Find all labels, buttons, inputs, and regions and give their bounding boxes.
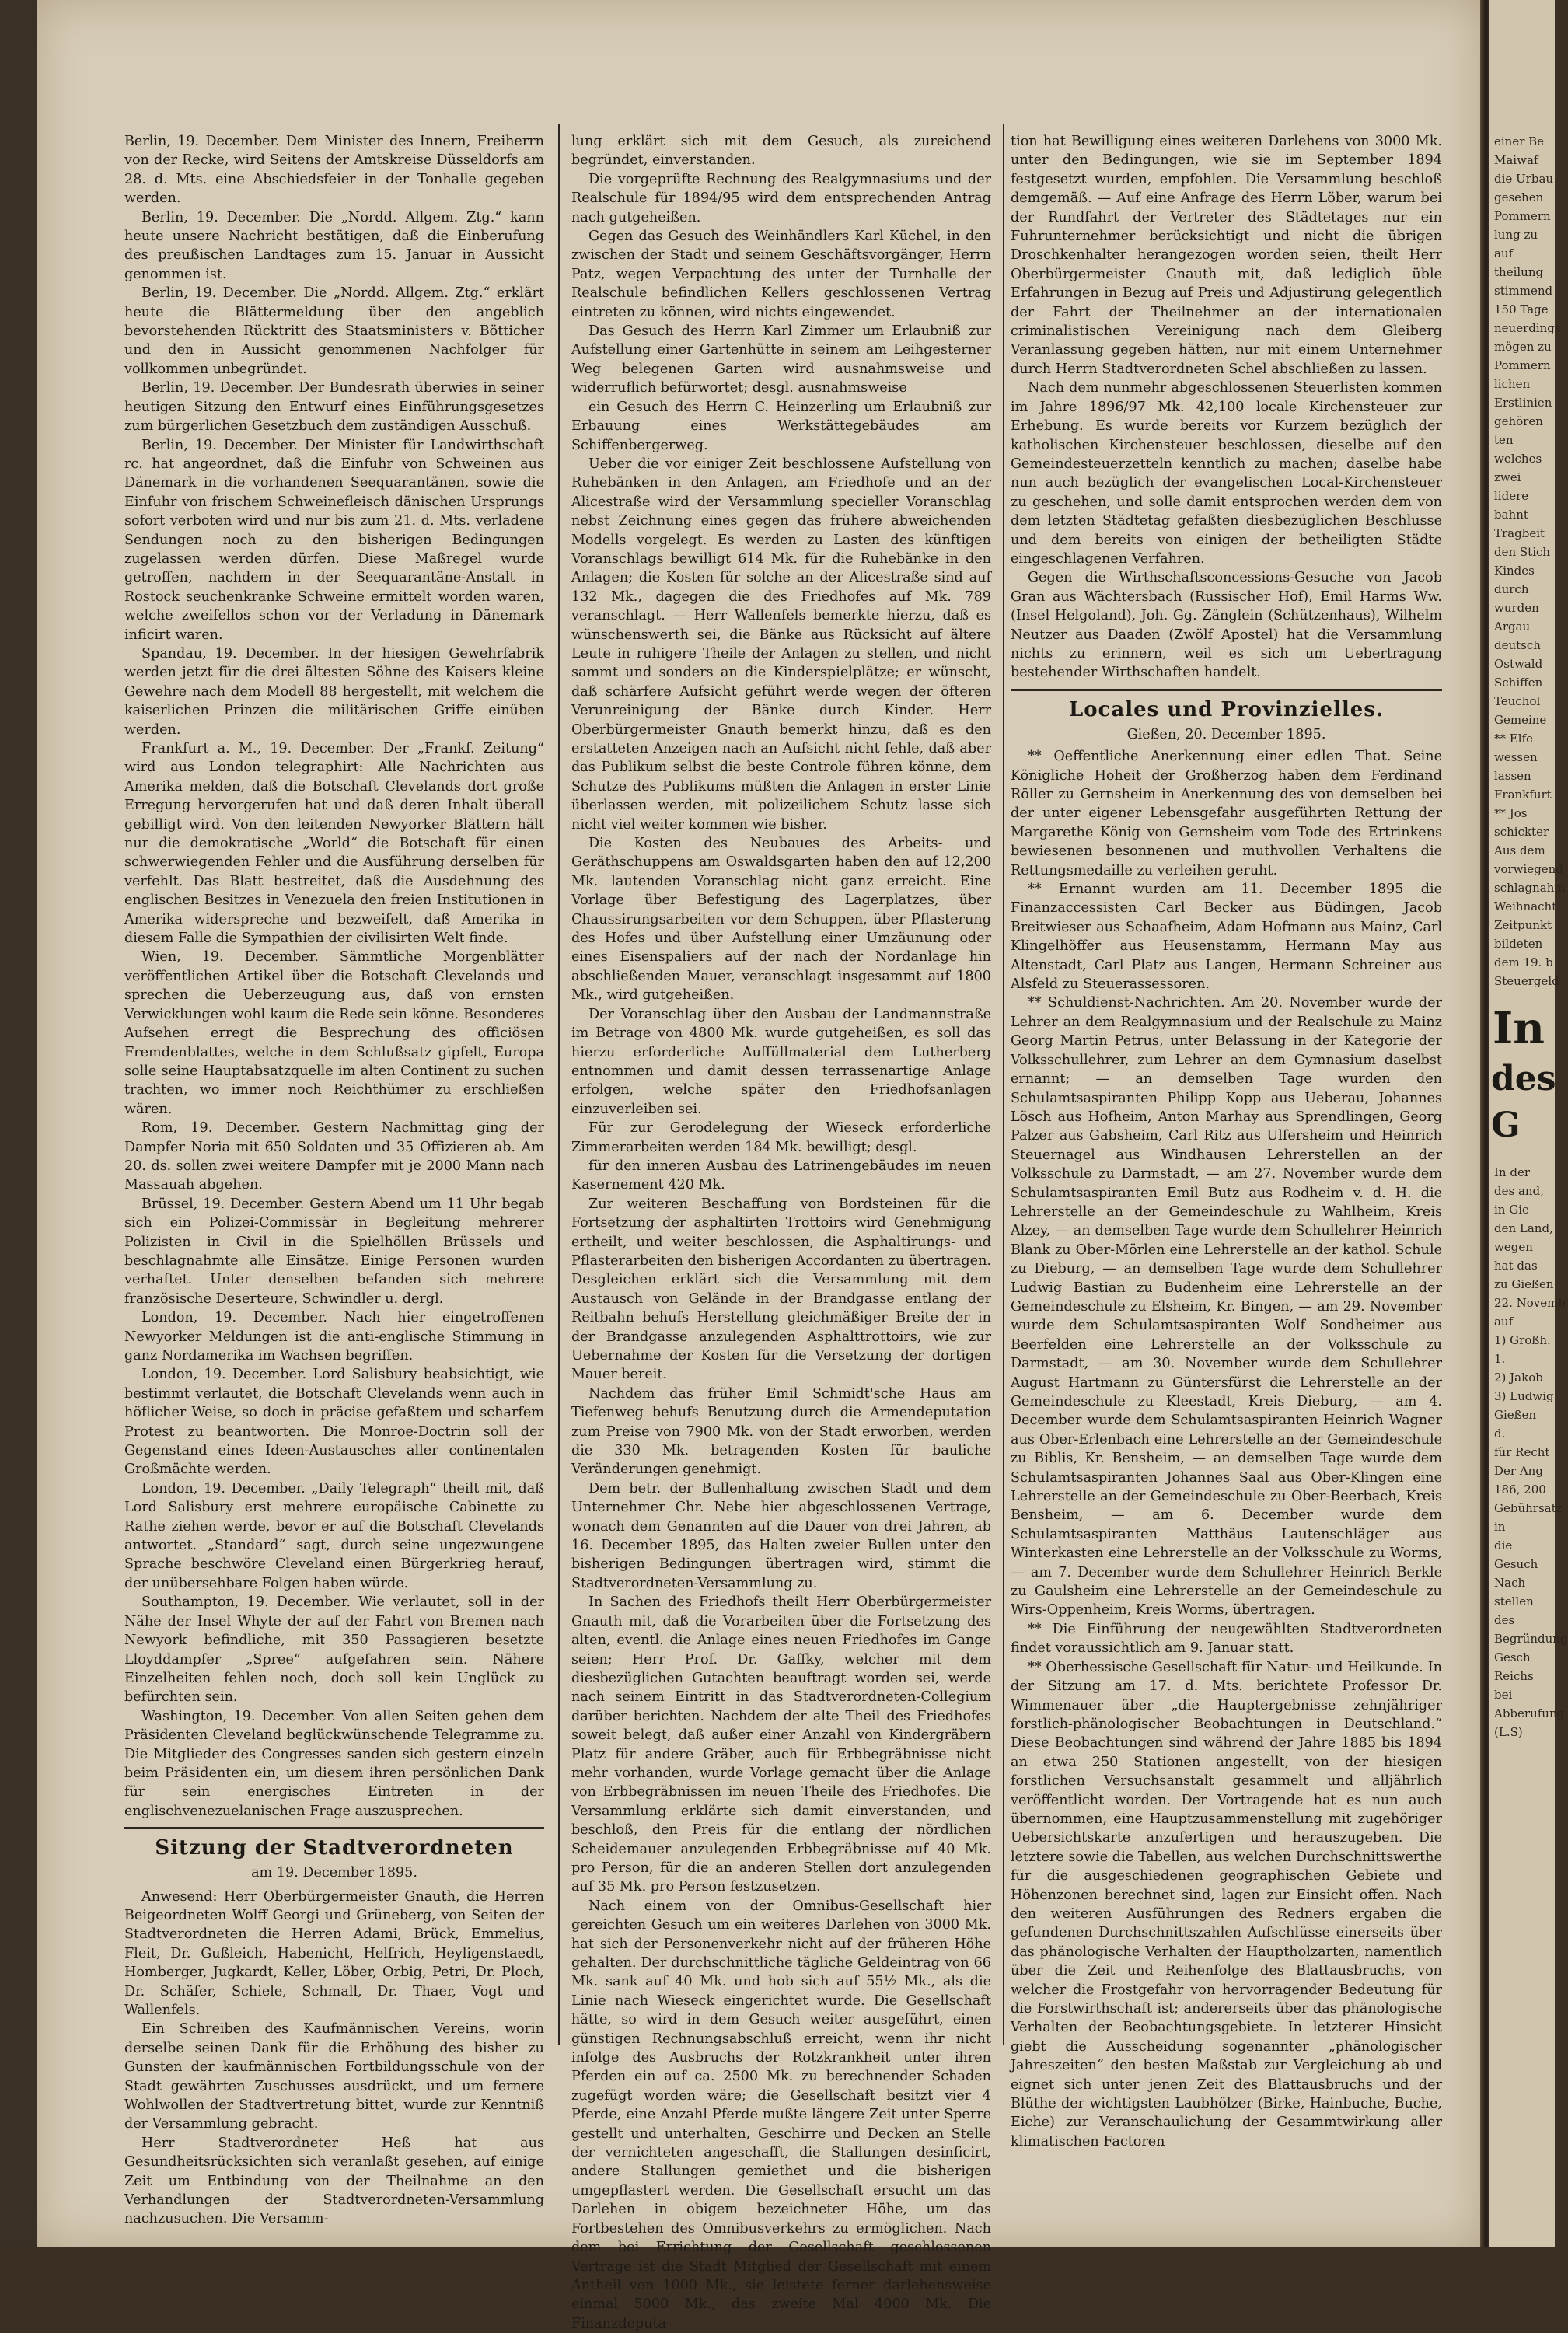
adjacent-page-line: Weihnacht (1494, 899, 1557, 913)
news-item: London, 19. December. Lord Salisbury beabsichtigt, wie bestimmt verlautet, die Botschaft Clevelands wenn auch in höflicher Weise, so doch in präcise gefaßtem und scharfem Protest zu beantworten. Die Monroe-Doctrin soll der Gegenstand eines Ideen-Austausches aller continentalen Großmächte werden. (124, 1367, 544, 1478)
minutes-paragraph: Nachdem das früher Emil Schmidt'sche Haus am Tiefenweg behufs Benutzung durch die Armendeputation zum Preise von 7900 Mk. von der Stadt erworben, werden die 330 Mk. betragenden Kosten für bauliche Veränderungen genehmigt. (571, 1385, 991, 1478)
adjacent-page-line: vorwiegend (1494, 862, 1563, 876)
minutes-paragraph: Für zur Gerodelegung der Wieseck erforderliche Zimmerarbeiten werden 184 Mk. bewilligt; desgl. (571, 1120, 991, 1155)
adjacent-page-line: Nach (1494, 1576, 1526, 1590)
news-item: Berlin, 19. December. Der Bundesrath überwies in seiner heutigen Sitzung den Entwurf eines Einführungsgesetzes zum bürgerlichen Gesetzbuch dem zuständigen Ausschuß. (124, 380, 544, 435)
adjacent-page-line: stimmend (1494, 284, 1553, 298)
adjacent-page-line: Argau (1494, 620, 1531, 634)
adjacent-page-line: zu Gießen (1494, 1277, 1554, 1291)
adjacent-page-line: Reichs (1494, 1669, 1534, 1683)
adjacent-page-line: Gemeine (1494, 713, 1547, 727)
adjacent-page-line: den Land, (1494, 1221, 1553, 1235)
adjacent-page-line: Maiwaf (1494, 153, 1538, 167)
news-item: Washington, 19. December. Von allen Seiten gehen dem Präsidenten Cleveland beglückwünschende Telegramme zu. Die Mitglieder des Congresses sanden sich gestern einzeln beim Präsidenten ein, um diesem ihren persönlichen Dank für sein energisches Eintreten in der englischvenezuelanischen Frage auszusprechen. (124, 1708, 544, 1819)
adjacent-page-line: für Recht (1494, 1445, 1550, 1459)
adjacent-page-text-top (1489, 0, 1566, 990)
adjacent-page-line: Gesch (1494, 1650, 1531, 1664)
column-rule (1003, 124, 1004, 2045)
minutes-paragraph: In Sachen des Friedhofs theilt Herr Oberbürgermeister Gnauth mit, daß die Vorarbeiten über die Fortsetzung des alten, eventl. die Anlage eines neuen Friedhofes im Gange seien; Herr Prof. Dr. Gaffky, welcher mit dem diesbezüglichen Gutachten beauftragt worden sei, werde nach seinem Eintritt in das Stadtverordneten-Collegium darüber berichten. Nachdem der alte Theil des Friedhofes soweit belegt, daß außer einer Anzahl von Kindergräbern Platz für andere Gräber, auch für Erbbegräbnisse nicht mehr vorhanden, wurde Vorlage gemacht über die Anlage von Erbbegräbnissen im neuen Theile des Friedhofes. Die Versammlung erklärte sich damit einverstanden, und beschloß, den Preis für die entlang der nördlichen Scheidemauer anzulegenden Erbbegräbnisse auf 40 Mk. pro Person, für die an anderen Stellen dort anzulegenden auf 35 Mk. pro Person festzusetzen. (571, 1594, 991, 1895)
adjacent-page-line: wegen (1494, 1240, 1533, 1254)
adjacent-page-line: Gesuch (1494, 1557, 1538, 1571)
minutes-paragraph: Der Voranschlag über den Ausbau der Landmannstraße im Betrage von 4800 Mk. wurde gutgeheißen, es soll das hierzu erforderliche Auffüllmaterial dem Lutherberg entnommen und damit dessen terrassenartige Anlage erfolgen, welche später den Friedhofsanlagen einzuverleiben sei. (571, 1006, 991, 1117)
adjacent-page-line: Frankfurt (1494, 788, 1552, 802)
minutes-paragraph: Ein Schreiben des Kaufmännischen Vereins, worin derselbe seinen Dank für die Erhöhung des bisher zu Gunsten der kaufmännischen Fortbildungsschule von der Stadt gewährten Zuschusses ausdrückt, und um fernere Wohlwollen der Stadtvertretung bittet, wurde zur Kenntniß der Versammlung gebracht. (124, 2021, 544, 2132)
news-item: Spandau, 19. December. In der hiesigen Gewehrfabrik werden jetzt für die drei ältesten Söhne des Kaisers kleine Gewehre nach dem Modell 88 hergestellt, mit welchem die kaiserlichen Prinzen die militärischen Griffe einüben werden. (124, 645, 544, 738)
minutes-paragraph: für den inneren Ausbau des Latrinengebäudes im neuen Kasernement 420 Mk. (571, 1158, 991, 1193)
section-heading-council-session: Sitzung der Stadtverordneten (124, 1827, 544, 1863)
adjacent-page-line: ten (1494, 433, 1514, 447)
adjacent-page-line: Gießen (1494, 1408, 1537, 1422)
minutes-paragraph: Gegen das Gesuch des Weinhändlers Karl Küchel, in den zwischen der Stadt und seinem Geschäftsvorgänger, Herrn Patz, wegen Verpachtung des unter der Turnhalle der Realschule befindlichen Kellers geschlossenen Vertrag eintreten zu können, wird nichts eingewendet. (571, 229, 991, 320)
adjacent-page-line: 3) Ludwig (1494, 1389, 1554, 1403)
adjacent-page-line: die (1494, 1538, 1513, 1552)
column-rule (558, 124, 560, 2045)
news-item: Berlin, 19. December. Dem Minister des Innern, Freiherrn von der Recke, wird Seitens der Amtskreise Düsseldorfs am 28. d. Mts. eine Abschiedsfeier in der Tonhalle gegeben werden. (124, 134, 544, 207)
news-item: Frankfurt a. M., 19. December. Der „Frankf. Zeitung“ wird aus London telegraphirt: Alle Nachrichten aus Amerika melden, daß die Botschaft Clevelands dort große Erregung hervorgerufen hat und daß deren Inhalt überall gebilligt wird. Von den leitenden Newyorker Blättern hält nur die demokratische „World“ die Botschaft für einen schwerwiegenden Fehler und die Ausführung derselben für verfehlt. Das Blatt bestreitet, daß die Ausdehnung des englischen Besitzes in Venezuela den freien Institutionen in Amerika widerspreche und bezweifelt, daß Amerika in diesem Falle die Sympathien der civilisirten Welt finde. (124, 741, 544, 947)
adjacent-page-line: auf (1494, 1315, 1514, 1329)
adjacent-page-line: Steuergeld (1494, 974, 1559, 988)
minutes-paragraph: Nach einem von der Omnibus-Gesellschaft hier gereichten Gesuch um ein weiteres Darlehen von 3000 Mk. hat sich der Personenverkehr nicht auf der früheren Höhe gehalten. Der durchschnittliche tägliche Geldeintrag von 66 Mk. sank auf 40 Mk. und hob sich auf 55½ Mk., als die Linie nach Wieseck eingerichtet wurde. Die Gesellschaft hätte, so wird in dem Gesuch weiter ausgeführt, einen günstigen Rechnungsabschluß erreicht, wenn ihr nicht infolge des Ausbruchs der Rotzkrankheit unter ihren Pferden ein auf ca. 2500 Mk. zu berechnender Schaden zugefügt worden wäre; die Gesellschaft besitzt vier 4 Pferde, eine Anzahl Pferde mußte längere Zeit unter Sperre gestellt und unterhalten, Geschirre und Decken an Stelle der vernichteten angeschafft, die Stallungen desinficirt, andere Stallungen gemiethet und die bisherigen umgepflastert werden. Die Gesellschaft ersucht um das Darlehen in obigem bezeichneter Höhe, um das Fortbestehen des Omnibusverkehrs zu ermöglichen. Nach dem bei Errichtung der Gesellschaft geschlossenen Vertrage ist die Stadt Mitglied der Gesellschaft mit einem Antheil von 1000 Mk., sie leistete ferner darlehensweise einmal 5000 Mk., das zweite Mal 4000 Mk. Die Finanzdeputa- (571, 1898, 991, 2331)
dateline: Gießen, 20. December 1895. (1126, 726, 1326, 742)
adjacent-page-line: bahnt (1494, 508, 1528, 522)
local-news-item: ** Ernannt wurden am 11. December 1895 die Finanzaccessisten Carl Becker aus Büdingen, Jacob Breitwieser aus Schaafheim, Adam Hofmann aus Mainz, Carl Klingelhöffer aus Heusenstamm, Hermann May aus Altenstadt, Carl Platz aus Langen, Hermann Schreiner aus Alsfeld zu Steuerassessoren. (1011, 882, 1442, 993)
news-item: Brüssel, 19. December. Gestern Abend um 11 Uhr begab sich ein Polizei-Commissär in Begleitung mehrerer Polizisten in Civil in die Spielhöllen Brüssels und beschlagnahmte alle Einsätze. Einige Personen wurden verhaftet. Unter denselben befanden sich mehrere französische Deserteure, Schwindler u. dergl. (124, 1196, 544, 1307)
news-item: Southampton, 19. December. Wie verlautet, soll in der Nähe der Insel Whyte der auf der Fahrt von Bremen nach Newyork befindliche, mit 350 Passagieren besetzte Lloyddampfer „Spree“ aufgefahren sein. Nähere Einzelheiten fehlen noch, doch soll kein Unglück zu befürchten sein. (124, 1594, 544, 1706)
adjacent-page-line: Aus dem (1494, 843, 1545, 857)
adjacent-page-line: einer Be (1494, 134, 1545, 148)
adjacent-page-line: Schiffen (1494, 676, 1543, 690)
minutes-paragraph: Ueber die vor einiger Zeit beschlossene Aufstellung von Ruhebänken in den Anlagen, am Friedhofe und an der Alicestraße wird der Versammlung specieller Voranschlag nebst Zeichnung eines gegen das frühere abweichenden Modells vorgelegt. Es werden zu Lasten des künftigen Voranschlags bewilligt 614 Mk. für die Ruhebänke in den Anlagen; die Kosten für solche an der Alicestraße sind auf 132 Mk., dagegen die des Friedhofes auf Mk. 789 veranschlagt. — Herr Wallenfels bemerkte hierzu, daß es wünschenswerth sei, die Bänke aus Rücksicht auf ältere Leute in ruhigere Theile der Anlagen zu stellen, und nicht sammt und sonders an die Kinderspielplätze; er wünscht, daß schärfere Aufsicht geführt werde wegen der öfteren Verunreinigung der Bänke durch Kinder. Herr Oberbürgermeister Gnauth bemerkt hinzu, daß es den erstatteten Anzeigen nach an Aufsicht nicht fehle, daß aber das Publikum selbst die beste Controle führen könne, dem Schutze des Publikums müßten die Anlagen in erster Linie überlassen werden, mit polizeilichem Schutz lasse sich nicht viel weiter kommen wie bisher. (571, 456, 991, 833)
adjacent-page-line: lidere (1494, 489, 1529, 503)
local-news-item: ** Schuldienst-Nachrichten. Am 20. November wurde der Lehrer an dem Realgymnasium und der Realschule zu Mainz Georg Martin Petrus, unter Belassung in der Kategorie der Volksschullehrer, zum Lehrer an dem Gymnasium daselbst ernannt; — an demselben Tage wurden den Schulamtsaspiranten Philipp Kopp aus Ueberau, Johannes Lösch aus Hofheim, Anton Marhay aus Sprendlingen, Georg Palzer aus Gabsheim, Carl Ritz aus Ulfersheim und Heinrich Steuernagel aus Windhausen Lehrerstellen an der Volksschule zu Darmstadt, — am 27. November wurde dem Schulamtsaspiranten Emil Butz aus Rodheim v. d. H. die Lehrerstelle an der Gemeindeschule zu Wahlheim, Kreis Alzey, — an demselben Tage wurde dem Schullehrer Heinrich Blank zu Ober-Mörlen eine Lehrerstelle an der kathol. Schule zu Dieburg, — an demselben Tage wurde dem Schullehrer Ludwig Bastian zu Budenheim eine Lehrerstelle an der Gemeindeschule zu Elsheim, Kr. Bingen, — am 29. November wurde dem Schulamtsaspiranten Wolf Sondheimer aus Beerfelden eine Lehrerstelle an der Volksschule zu Darmstadt, — am 30. November wurde dem Schullehrer August Hartmann zu Güntersfürst die Lehrerstelle an der Gemeindeschule zu Kleestadt, Kreis Dieburg, — am 4. December wurde dem Schulamtsaspiranten Heinrich Wagner aus Ober-Erlenbach eine Lehrerstelle an der Gemeindeschule zu Biblis, Kr. Bensheim, — an demselben Tage wurde dem Schulamtsaspiranten Johannes Saal aus Ober-Klingen eine Lehrerstelle an der Gemeindeschule zu Ober-Beerbach, Kreis Bensheim, — am 6. December wurde dem Schulamtsaspiranten Matthäus Lautenschläger aus Winterkasten eine Lehrerstelle an der Volksschule zu Worms, — am 7. December wurde dem Schullehrer Heinrich Berkle zu Gaulsheim eine Lehrerstelle an der Gemeindeschule zu Wirs-Oppenheim, Kreis Worms, übertragen. (1011, 995, 1442, 1619)
adjacent-page-line: 1. (1494, 1352, 1506, 1366)
adjacent-page-line: 22. Novemb (1494, 1296, 1566, 1310)
adjacent-page-line: die Urbau (1494, 172, 1554, 186)
minutes-paragraph: Gegen die Wirthschaftsconcessions-Gesuche von Jacob Gran aus Wächtersbach (Russischer Hof), Emil Harms Ww. (Insel Helgoland), Joh. Gg. Zänglein (Schützenhaus), Wilhelm Neutzer aus Daaden (Zwölf Apostel) hat die Versammlung nichts zu erinnern, weil es sich um Uebertragung bestehender Wirthschaften handelt. (1011, 570, 1442, 681)
adjacent-page-line: Der Ang (1494, 1464, 1543, 1478)
adjacent-page-line: in (1494, 1520, 1506, 1534)
adjacent-page-line: 186, 200 (1494, 1483, 1546, 1497)
adjacent-page-line: auf (1494, 246, 1514, 260)
adjacent-page-line: lichen (1494, 377, 1531, 391)
adjacent-page-masthead: des G (1491, 1059, 1556, 1145)
adjacent-page-line: Zeitpunkt (1494, 918, 1552, 932)
book-binding-gutter (1480, 0, 1489, 2247)
adjacent-page-line: d. (1494, 1427, 1506, 1441)
local-news-item: ** Oberhessische Gesellschaft für Natur- und Heilkunde. In der Sitzung am 17. d. Mts. berichtete Professor Dr. Wimmenauer über „die Hauptergebnisse zehnjähriger forstlich-phänologischer Beobachtungen in Deutschland.“ Diese Beobachtungen sind während der Jahre 1885 bis 1894 an etwa 250 Stationen angestellt, von der hiesigen forstlichen Versuchsanstalt gesammelt und alljährlich veröffentlicht worden. Der Vortragende hat es nun auch übernommen, eine Hauptzusammenstellung mit zugehöriger Uebersichtskarte anzufertigen und herauszugeben. Die letztere sowie die Tabellen, aus welchen Durchschnittswerthe für die ausgeschiedenen geographischen Gebiete und Höhenzonen berechnet sind, lagen zur Einsicht offen. Nach den weiteren Ausführungen des Redners ergaben die gefundenen Durchschnittszahlen Aufschlüsse einerseits über das phänologische Verhalten der Hauptholzarten, namentlich über die Zeit und Reihenfolge des Blattausbruchs, von welcher die Frostgefahr von hervorragender Bedeutung für die Forstwirthschaft ist; andererseits über das phänologische Verhalten der Beobachtungsgebiete. In letzterer Hinsicht giebt die Ausscheidung sogenannter „phänologischer Jahreszeiten“ den besten Maßstab zur Vergleichung ab und eignet sich unter jenen Zeit des Blattausbruchs und der Blüthe der wichtigsten Laubhölzer (Birke, Hainbuche, Buche, Eiche) zur Veranschaulichung der Gesammtwirkung aller klimatischen Factoren (1011, 1659, 1442, 2150)
news-item: Rom, 19. December. Gestern Nachmittag ging der Dampfer Noria mit 650 Soldaten und 35 Offizieren ab. Am 20. ds. sollen zwei weitere Dampfer mit je 2000 Mann nach Massauah abgehen. (124, 1120, 544, 1193)
minutes-paragraph: Die Kosten des Neubaues des Arbeits- und Geräthschuppens am Oswaldsgarten haben den auf 12,200 Mk. lautenden Voranschlag nicht ganz erreicht. Eine Vorlage über Befestigung des Lagerplatzes, über Chaussirungsarbeiten vor dem Schuppen, über Pflasterung des Hofes und über Aufstellung einer Umzäunung oder eines Eisenspaliers auf der nach der Nordanlage hin abschließenden Mauer, veranschlagt insgesammt auf 1800 Mk., wird gutgeheißen. (571, 836, 991, 1004)
news-item: London, 19. December. Nach hier eingetroffenen Newyorker Meldungen ist die anti-englische Stimmung in ganz Nordamerika im Wachsen begriffen. (124, 1310, 544, 1364)
minutes-paragraph: Zur weiteren Beschaffung von Bordsteinen für die Fortsetzung der asphaltirten Trottoirs wird Genehmigung ertheilt, und weiter beschlossen, die Asphaltirungs- und Pflasterarbeiten den bisherigen Accordanten zu übertragen. Desgleichen erklärt sich die Versammlung mit dem Austausch von Gelände in der Brandgasse entlang der Reitbahn behufs Herstellung gleichmäßiger Breite der in der Brandgasse anzulegenden Asphalttrottoirs, wie zur Uebernahme der Kosten für die Versetzung der dortigen Mauer bereit. (571, 1196, 991, 1383)
adjacent-page-line: schlagnahm (1494, 881, 1566, 895)
local-news-item: ** Oeffentliche Anerkennung einer edlen That. Seine Königliche Hoheit der Großherzog haben dem Ferdinand Röller zu Gernsheim in Anerkennung des von demselben bei der unter eigener Lebensgefahr ausgeführten Rettung der Margarethe König von Gernsheim vom Tode des Ertrinkens bewiesenen besonnenen und muthvollen Verhaltens die Rettungsmedaille zu verleihen geruht. (1011, 749, 1442, 878)
section-heading-local-news: Locales und Provinzielles. (1011, 689, 1442, 725)
adjacent-page-line: den Stich (1494, 545, 1551, 559)
adjacent-page-line: (L.S) (1494, 1725, 1523, 1739)
minutes-paragraph: Herr Stadtverordneter Heß hat aus Gesundheitsrücksichten sich veranlaßt gesehen, auf einige Zeit um Entbindung von der Theilnahme an den Verhandlungen der Stadtverordneten-Versammlung nachzusuchen. Die Versamm- (124, 2135, 544, 2227)
minutes-paragraph: Nach dem nunmehr abgeschlossenen Steuerlisten kommen im Jahre 1896/97 Mk. 42,100 locale Kirchensteuer zur Erhebung. Es wurde bereits vor Kurzem bezüglich der katholischen Kirchensteuer beschlossen, dieselbe auf den Gemeindesteuerzetteln kenntlich zu machen; daselbe habe nun auch bezüglich der evangelischen Local-Kirchensteuer zu geschehen, und solle damit entsprochen werden dem von dem letzten Städtetag gefaßten diesbezüglichen Beschlusse und dem bereits von einigen der betheiligten Städte eingeschlagenen Verfahren. (1011, 380, 1442, 567)
adjacent-page-line: ** Elfe (1494, 732, 1533, 746)
minutes-paragraph: Die vorgeprüfte Rechnung des Realgymnasiums und der Realschule für 1894/95 wird dem entsprechenden Antrag nach gutgeheißen. (571, 171, 991, 225)
minutes-paragraph: lung erklärt sich mit dem Gesuch, als zureichend begründet, einverstanden. (571, 134, 991, 169)
news-item: London, 19. December. „Daily Telegraph“ theilt mit, daß Lord Salisbury erst mehrere europäische Cabinette zu Rathe ziehen werde, bevor er auf die Botschaft Clevelands antwortet. „Standard“ sagt, durch seine ungezwungene Sprache beschwöre Cleveland einen Bürgerkrieg herauf, der unübersehbare Folgen haben würde. (124, 1480, 544, 1591)
adjacent-page-line: Gebührsatz (1494, 1501, 1563, 1515)
adjacent-page-line: dem 19. b (1494, 955, 1553, 969)
adjacent-page-line: in Gie (1494, 1203, 1529, 1217)
news-item: Berlin, 19. December. Der Minister für Landwirthschaft rc. hat angeordnet, daß die Einfuhr von Schweinen aus Dänemark in die vorhandenen Seequarantänen, sowie die Einfuhr von frischem Schweinefleisch dänischen Ursprungs sofort verboten wird und nur bis zum 21. d. Mts. verladene Sendungen noch zu den bisherigen Bedingungen zugelassen werden dürfen. Diese Maßregel wurde getroffen, nachdem in der Seequarantäne-Anstalt in Rostock seuchenkranke Schweine ermittelt worden waren, welche zweifellos schon vor der Verladung in Dänemark inficirt waren. (124, 437, 544, 643)
news-item: Berlin, 19. December. Die „Nordd. Allgem. Ztg.“ erklärt heute die Blättermeldung über den angeblich bevorstehenden Rücktritt des Staatsministers v. Bötticher und den in Aussicht genommenen Nachfolger für vollkommen unbegründet. (124, 285, 544, 377)
adjacent-page-masthead: In (1493, 1003, 1545, 1054)
adjacent-page-line: Teuchol (1494, 694, 1541, 708)
news-item: Wien, 19. December. Sämmtliche Morgenblätter veröffentlichen Artikel über die Botschaft Clevelands und sprechen die Ueberzeugung aus, daß von ernsten Verwicklungen wohl kaum die Rede sein könne. Besonderes Aufsehen erregt die Besprechung des officiösen Fremdenblattes, welche in dem Schlußsatz gipfelt, Europa solle seine Hauptabsatzquelle im alten Continent zu suchen trachten, wo immer noch Reichthümer zu erschließen wären. (124, 949, 544, 1117)
adjacent-page-line: bei (1494, 1688, 1513, 1702)
section-date: am 19. December 1895. (251, 1865, 417, 1881)
adjacent-page-line: des (1494, 1613, 1515, 1627)
adjacent-page-line: ** Jos (1494, 806, 1528, 820)
minutes-paragraph: Dem betr. der Bullenhaltung zwischen Stadt und dem Unternehmer Chr. Nebe hier abgeschlossenen Vertrage, wonach dem Genannten auf die Dauer von drei Jahren, ab 16. December 1895, das Halten zweier Bullen unter den bisherigen Bedingungen übertragen wird, stimmt die Stadtverordneten-Versammlung zu. (571, 1480, 991, 1591)
adjacent-page-line: lassen (1494, 769, 1531, 783)
adjacent-page-line: 2) Jakob (1494, 1371, 1543, 1385)
adjacent-page-line: deutsch (1494, 638, 1541, 652)
adjacent-page-line: bildeten (1494, 937, 1543, 951)
adjacent-page-line: mögen zu (1494, 340, 1552, 354)
adjacent-page-line: Kindes (1494, 564, 1535, 578)
adjacent-page-line: Pommern (1494, 358, 1551, 372)
adjacent-page-line: schickter (1494, 825, 1549, 839)
adjacent-page-line: zwei (1494, 470, 1521, 484)
adjacent-page-line: neuerdings (1494, 321, 1561, 335)
adjacent-page-line: durch (1494, 582, 1529, 596)
news-column-1 (124, 132, 544, 2229)
adjacent-page-line: des and, (1494, 1184, 1544, 1198)
adjacent-page-line: 1) Großh. (1494, 1333, 1551, 1347)
minutes-paragraph: ein Gesuch des Herrn C. Heinzerling um Erlaubniß zur Erbauung eines Werkstättegebäudes am Schiffenbergerweg. (571, 399, 991, 453)
adjacent-page-line: theilung (1494, 265, 1544, 279)
adjacent-page-line: Pommern (1494, 209, 1551, 223)
adjacent-page-line: hat das (1494, 1259, 1538, 1273)
minutes-paragraph: Das Gesuch des Herrn Karl Zimmer um Erlaubniß zur Aufstellung einer Gartenhütte in seinem am Leihgesterner Weg belegenen Garten wird ausnahmsweise und widerruflich befürwortet; desgl. ausnahmsweise (571, 323, 991, 396)
adjacent-page-edge (1489, 0, 1568, 2247)
news-column-3 (1011, 132, 1442, 2151)
adjacent-page-line: welches (1494, 452, 1542, 466)
adjacent-page-line: stellen (1494, 1594, 1534, 1608)
adjacent-page-line: wessen (1494, 750, 1538, 764)
adjacent-page-line: wurden (1494, 601, 1539, 615)
adjacent-page-line: lung zu (1494, 228, 1538, 242)
adjacent-page-line: Abberufung (1494, 1706, 1565, 1720)
minutes-paragraph: tion hat Bewilligung eines weiteren Darlehens von 3000 Mk. unter den Bedingungen, wie sie im September 1894 festgesetzt wurden, empfohlen. Die Versammlung beschloß demgemäß. — Auf eine Anfrage des Herrn Löber, warum bei der Rundfahrt der Vertreter des Städtetages nur ein Fuhrunternehmer berücksichtigt und nicht die übrigen Droschkenhalter herangezogen worden seien, theilt Herr Oberbürgermeister Gnauth mit, daß lediglich üble Erfahrungen in Bezug auf Preis und Adjustirung gelegentlich der Fahrt der Theilnehmer an der internationalen criminalistischen Vereinigung nach dem Gleiberg Veranlassung gegeben hätten, nur mit einem Unternehmer durch Herrn Stadtverordneten Schel abschließen zu lassen. (1011, 134, 1442, 377)
adjacent-page-line: gehören (1494, 414, 1543, 428)
adjacent-page-text-bottom (1489, 1149, 1568, 1741)
adjacent-page-line: Erstlinien (1494, 396, 1552, 410)
minutes-paragraph: Anwesend: Herr Oberbürgermeister Gnauth, die Herren Beigeordneten Wolff Georgi und Grüneberg, von Seiten der Stadtverordneten die Herren Adami, Brück, Emmelius, Fleit, Dr. Gußleich, Habenicht, Helfrich, Heyligenstaedt, Homberger, Jugkardt, Keller, Löber, Orbig, Petri, Dr. Ploch, Dr. Schäfer, Schiele, Schmall, Dr. Thaer, Vogt und Wallenfels. (124, 1888, 544, 2018)
news-item: Berlin, 19. December. Die „Nordd. Allgem. Ztg.“ kann heute unsere Nachricht bestätigen, daß die Einberufung des preußischen Landtages zum 15. Januar in Aussicht genommen ist. (124, 209, 544, 282)
adjacent-page-line: Begründung (1494, 1632, 1568, 1646)
adjacent-page-line: Ostwald (1494, 657, 1543, 671)
adjacent-page-line: Tragbeit (1494, 526, 1545, 540)
adjacent-page-line: 150 Tage (1494, 302, 1549, 316)
adjacent-page-line: gesehen (1494, 190, 1544, 204)
news-column-2 (571, 132, 991, 2333)
local-news-item: ** Die Einführung der neugewählten Stadtverordneten findet voraussichtlich am 9. Januar statt. (1011, 1621, 1442, 1657)
adjacent-page-line: In der (1494, 1165, 1531, 1179)
